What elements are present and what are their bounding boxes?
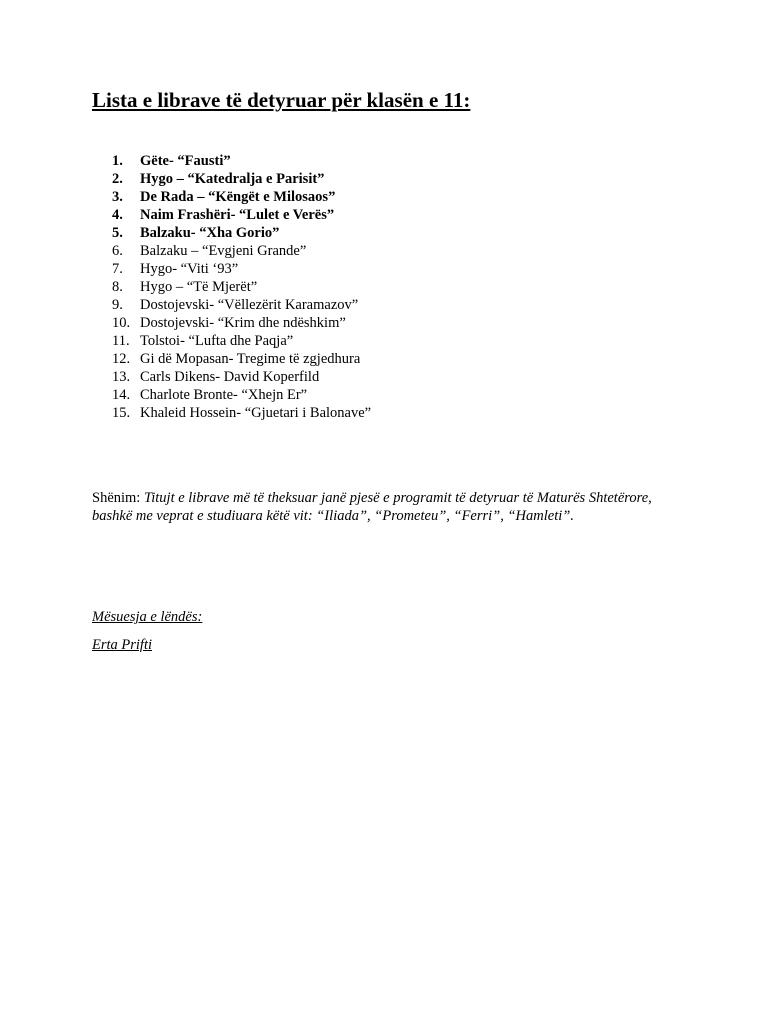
book-title: Gi dë Mopasan- Tregime të zgjedhura [140, 351, 361, 367]
book-number: 8. [112, 279, 123, 295]
book-list-item [112, 224, 371, 242]
book-title: Hygo – “Të Mjerët” [140, 279, 258, 295]
book-title: Khaleid Hossein- “Gjuetari i Balonave” [140, 405, 372, 421]
note-paragraph [92, 489, 652, 525]
book-list-item [112, 332, 371, 350]
book-list-item [112, 404, 371, 422]
book-title: Charlote Bronte- “Xhejn Er” [140, 387, 308, 403]
book-title: Tolstoi- “Lufta dhe Paqja” [140, 333, 294, 349]
book-list-item [112, 386, 371, 404]
book-title: Naim Frashëri- “Lulet e Verës” [140, 207, 335, 223]
book-number: 9. [112, 297, 123, 313]
book-list-item [112, 278, 371, 296]
book-title: Carls Dikens- David Koperfild [140, 369, 320, 385]
book-title: De Rada – “Këngët e Milosaos” [140, 189, 336, 205]
book-title: Balzaku – “Evgjeni Grande” [140, 243, 307, 259]
book-list [112, 152, 371, 422]
book-title: Gëte- “Fausti” [140, 153, 231, 169]
book-title: Dostojevski- “Krim dhe ndëshkim” [140, 315, 346, 331]
book-list-item [112, 350, 371, 368]
book-list-item [112, 260, 371, 278]
book-number: 1. [112, 153, 123, 169]
book-number: 15. [112, 405, 131, 421]
note-text: Titujt e librave më të theksuar janë pjesë e programit të detyruar të Maturës Shtetërore, bashkë me veprat e studiuara këtë vit: “Iliada”, “Prometeu”, “Ferri”, “Hamleti”. [92, 490, 652, 524]
book-title: Hygo – “Katedralja e Parisit” [140, 171, 325, 187]
document-title: Lista e librave të detyruar për klasën e 11: [92, 88, 471, 112]
book-number: 11. [112, 333, 130, 349]
book-number: 3. [112, 189, 123, 205]
book-list-item [112, 188, 371, 206]
book-list-item [112, 242, 371, 260]
book-number: 4. [112, 207, 123, 223]
book-list-item [112, 296, 371, 314]
book-title: Balzaku- “Xha Gorio” [140, 225, 280, 241]
book-number: 12. [112, 351, 131, 367]
teacher-name: Erta Prifti [92, 637, 153, 653]
book-number: 14. [112, 387, 131, 403]
book-list-item [112, 206, 371, 224]
book-list-item [112, 368, 371, 386]
book-list-item [112, 170, 371, 188]
book-number: 6. [112, 243, 123, 259]
book-title: Dostojevski- “Vëllezërit Karamazov” [140, 297, 359, 313]
book-number: 10. [112, 315, 131, 331]
note-label: Shënim: [92, 490, 144, 506]
book-number: 2. [112, 171, 123, 187]
book-number: 13. [112, 369, 131, 385]
book-number: 7. [112, 261, 123, 277]
book-title: Hygo- “Viti ‘93” [140, 261, 239, 277]
teacher-label: Mësuesja e lëndës: [92, 609, 203, 625]
book-list-item [112, 314, 371, 332]
book-list-item [112, 152, 371, 170]
book-number: 5. [112, 225, 123, 241]
